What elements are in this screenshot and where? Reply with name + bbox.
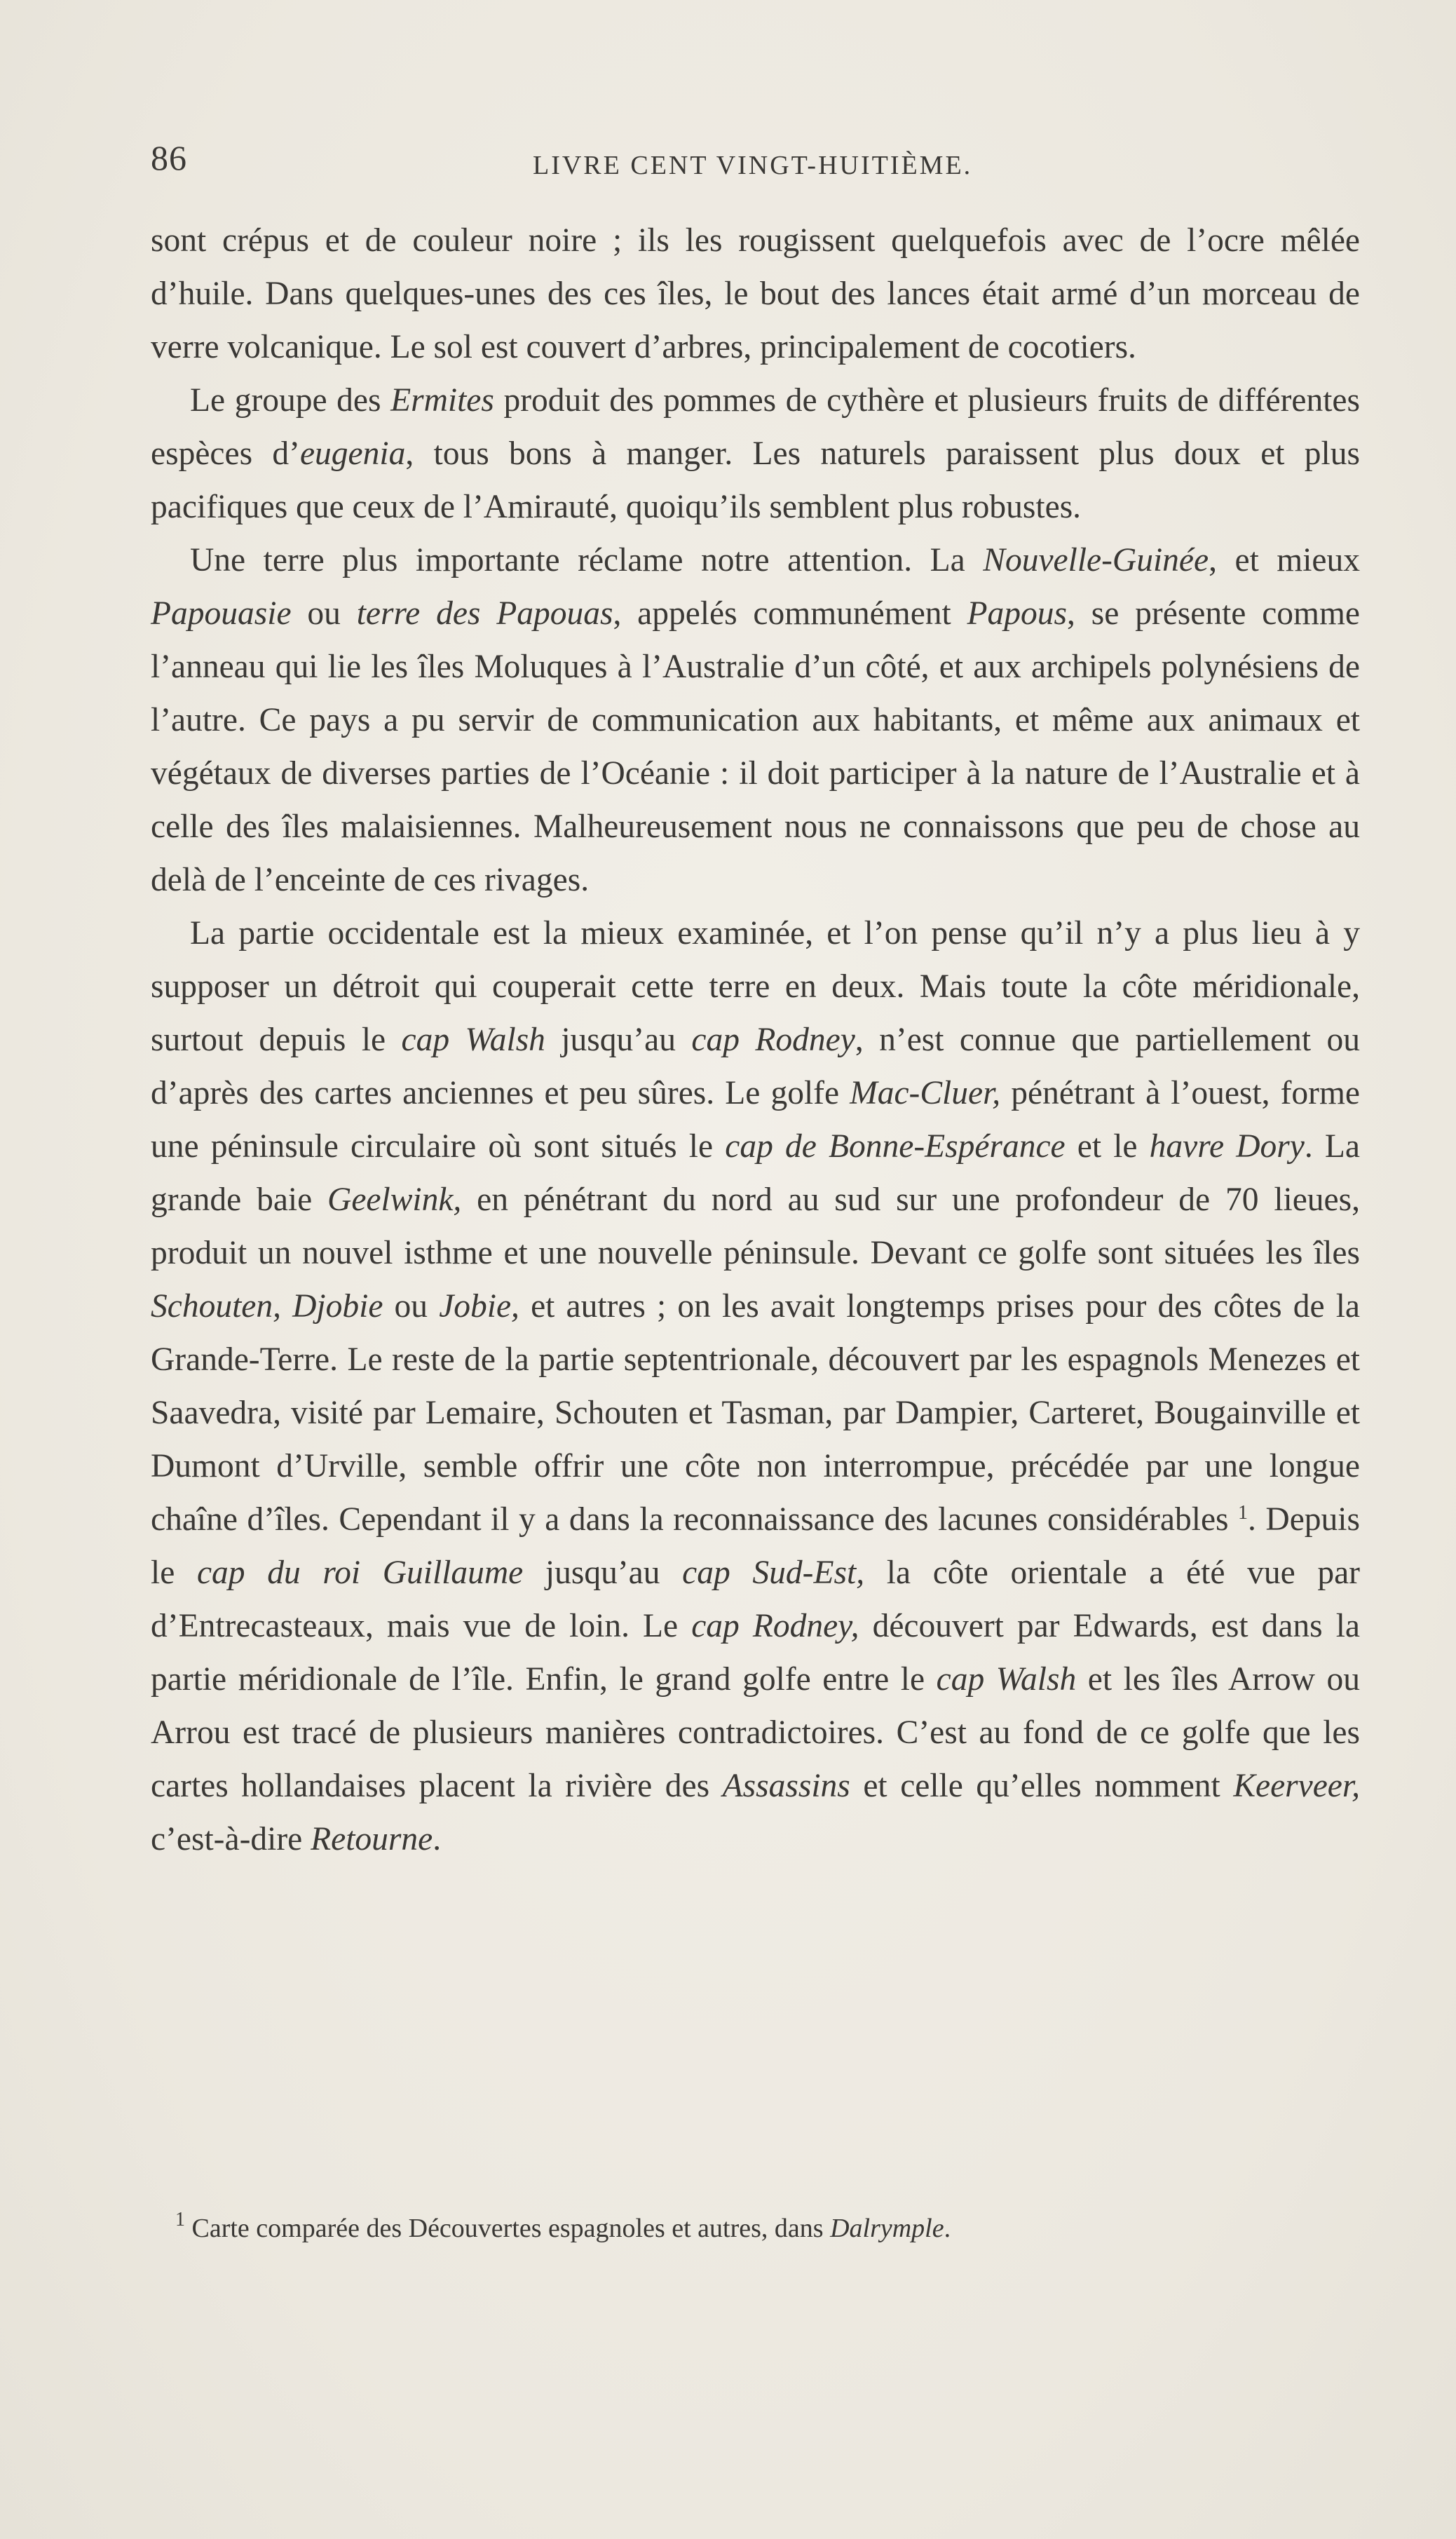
- text-run: ou: [383, 1288, 440, 1325]
- page-header: [151, 137, 1360, 187]
- text-run: ou: [291, 595, 357, 632]
- italic-term: cap de Bonne-Espérance: [725, 1128, 1066, 1165]
- text-run: découvert par Edwards, est dans la partie méridionale de l’île. Enfin, le grand golfe entre le: [151, 1608, 1360, 1698]
- text-run: , n’est connue que partiellement ou d’après des cartes anciennes et peu sûres. Le golfe: [151, 1022, 1360, 1111]
- italic-term: Keerveer,: [1233, 1768, 1360, 1804]
- italic-term: Ermites: [390, 382, 494, 419]
- text-run: , et mieux: [1209, 542, 1361, 578]
- italic-term: cap Sud-Est,: [682, 1555, 865, 1591]
- text-run: et celle qu’elles nomment: [850, 1768, 1234, 1804]
- footnote-marker: 1: [175, 2209, 185, 2230]
- italic-term: Geelwink,: [327, 1182, 462, 1218]
- footnote-end: .: [944, 2214, 951, 2243]
- text-run: .: [433, 1821, 442, 1857]
- italic-term: terre des Papouas: [356, 595, 613, 632]
- paragraph-2: [151, 374, 1360, 534]
- italic-term: cap Rodney,: [691, 1608, 859, 1644]
- text-run: Le groupe des: [190, 382, 391, 419]
- text-run: . La grande baie: [151, 1128, 1360, 1218]
- text-run: Une terre plus importante réclame notre attention. La: [190, 542, 984, 578]
- text-run: La partie occidentale est la mieux examinée, et l’on pense qu’il n’y a plus lieu à y supposer un détroit qui couperait cette terre en deux. Mais toute la côte méridionale, surtout depuis le: [151, 915, 1360, 1058]
- italic-term: Assassins: [722, 1768, 850, 1804]
- footnote: [175, 2209, 1360, 2248]
- page-number: 86: [151, 138, 187, 177]
- paragraph-1: [151, 214, 1360, 374]
- text-run: jusqu’au: [523, 1555, 683, 1591]
- footnote-source: Dalrymple: [830, 2214, 944, 2243]
- text-run: , appelés communément: [613, 595, 967, 632]
- paragraph-3: [151, 534, 1360, 907]
- italic-term: Papouasie: [151, 595, 292, 632]
- running-head: LIVRE CENT VINGT-HUITIÈME.: [533, 151, 973, 180]
- text-run: , tous bons à manger. Les naturels paraissent plus doux et plus pacifiques que ceux de l’Amirauté, quoiqu’ils semblent plus robustes.: [151, 435, 1360, 525]
- italic-term: havre Dory: [1149, 1128, 1305, 1165]
- text-run: sont crépus et de couleur noire ; ils les rougissent quelquefois avec de l’ocre mêlée d’huile. Dans quelques-unes des ces îles, le bout des lances était armé d’un morceau de verre volcanique. Le sol est couvert d’arbres, principalement de cocotiers.: [151, 222, 1360, 365]
- text-run: et les îles Arrow ou Arrou est tracé de plusieurs manières contradictoires. C’est au fond de ce golfe que les cartes hollandaises placent la rivière des: [151, 1661, 1360, 1804]
- footnote-text: Carte comparée des Découvertes espagnoles et autres, dans: [185, 2214, 831, 2243]
- text-run: la côte orientale a été vue par d’Entrecasteaux, mais vue de loin. Le: [151, 1555, 1360, 1644]
- italic-term: Nouvelle-Guinée: [983, 542, 1209, 578]
- footnote-reference: 1: [1238, 1502, 1249, 1524]
- text-run: . Depuis le: [151, 1501, 1360, 1591]
- text-run: et autres ; on les avait longtemps prises pour des côtes de la Grande-Terre. Le reste de la partie septentrionale, découvert par les espagnols Menezes et Saavedra, visité par Lemaire, Schouten et Tasman, par Dampier, Carteret, Bougainville et Dumont d’Urville, semble offrir une côte non interrompue, précédée par une longue chaîne d’îles. Cependant il y a dans la reconnaissance des lacunes considérables: [151, 1288, 1360, 1538]
- italic-term: cap du roi Guillaume: [196, 1555, 524, 1591]
- italic-term: cap Rodney: [691, 1022, 855, 1058]
- text-run: et le: [1065, 1128, 1150, 1165]
- italic-term: Jobie,: [439, 1288, 519, 1325]
- text-run: produit des pommes de cythère et plusieurs fruits de différentes espèces d’: [151, 382, 1361, 472]
- italic-term: Retourne: [311, 1821, 433, 1857]
- text-run: en pénétrant du nord au sud sur une profondeur de 70 lieues, produit un nouvel isthme et une nouvelle péninsule. Devant ce golfe sont situées les îles: [151, 1182, 1360, 1271]
- text-run: , se présente comme l’anneau qui lie les îles Moluques à l’Australie d’un côté, et aux archipels polynésiens de l’autre. Ce pays a pu servir de communication aux habitants, et même aux animaux et végétaux de diverses parties de l’Océanie : il doit participer à la nature de l’Australie et à celle des îles malaisiennes. Malheureusement nous ne connaissons que peu de chose au delà de l’enceinte de ces rivages.: [151, 595, 1361, 898]
- italic-term: Mac-Cluer,: [850, 1075, 1001, 1111]
- text-run: jusqu’au: [545, 1022, 692, 1058]
- body-text: [151, 214, 1360, 1866]
- italic-term: cap Walsh: [401, 1022, 545, 1058]
- italic-term: eugenia: [299, 435, 406, 472]
- italic-term: Schouten, Djobie: [151, 1288, 383, 1325]
- text-run: pénétrant à l’ouest, forme une péninsule circulaire où sont situés le: [151, 1075, 1360, 1165]
- italic-term: Papous: [967, 595, 1068, 632]
- text-run: c’est-à-dire: [151, 1821, 311, 1857]
- paragraph-4: [151, 907, 1360, 1866]
- italic-term: cap Walsh: [936, 1661, 1077, 1698]
